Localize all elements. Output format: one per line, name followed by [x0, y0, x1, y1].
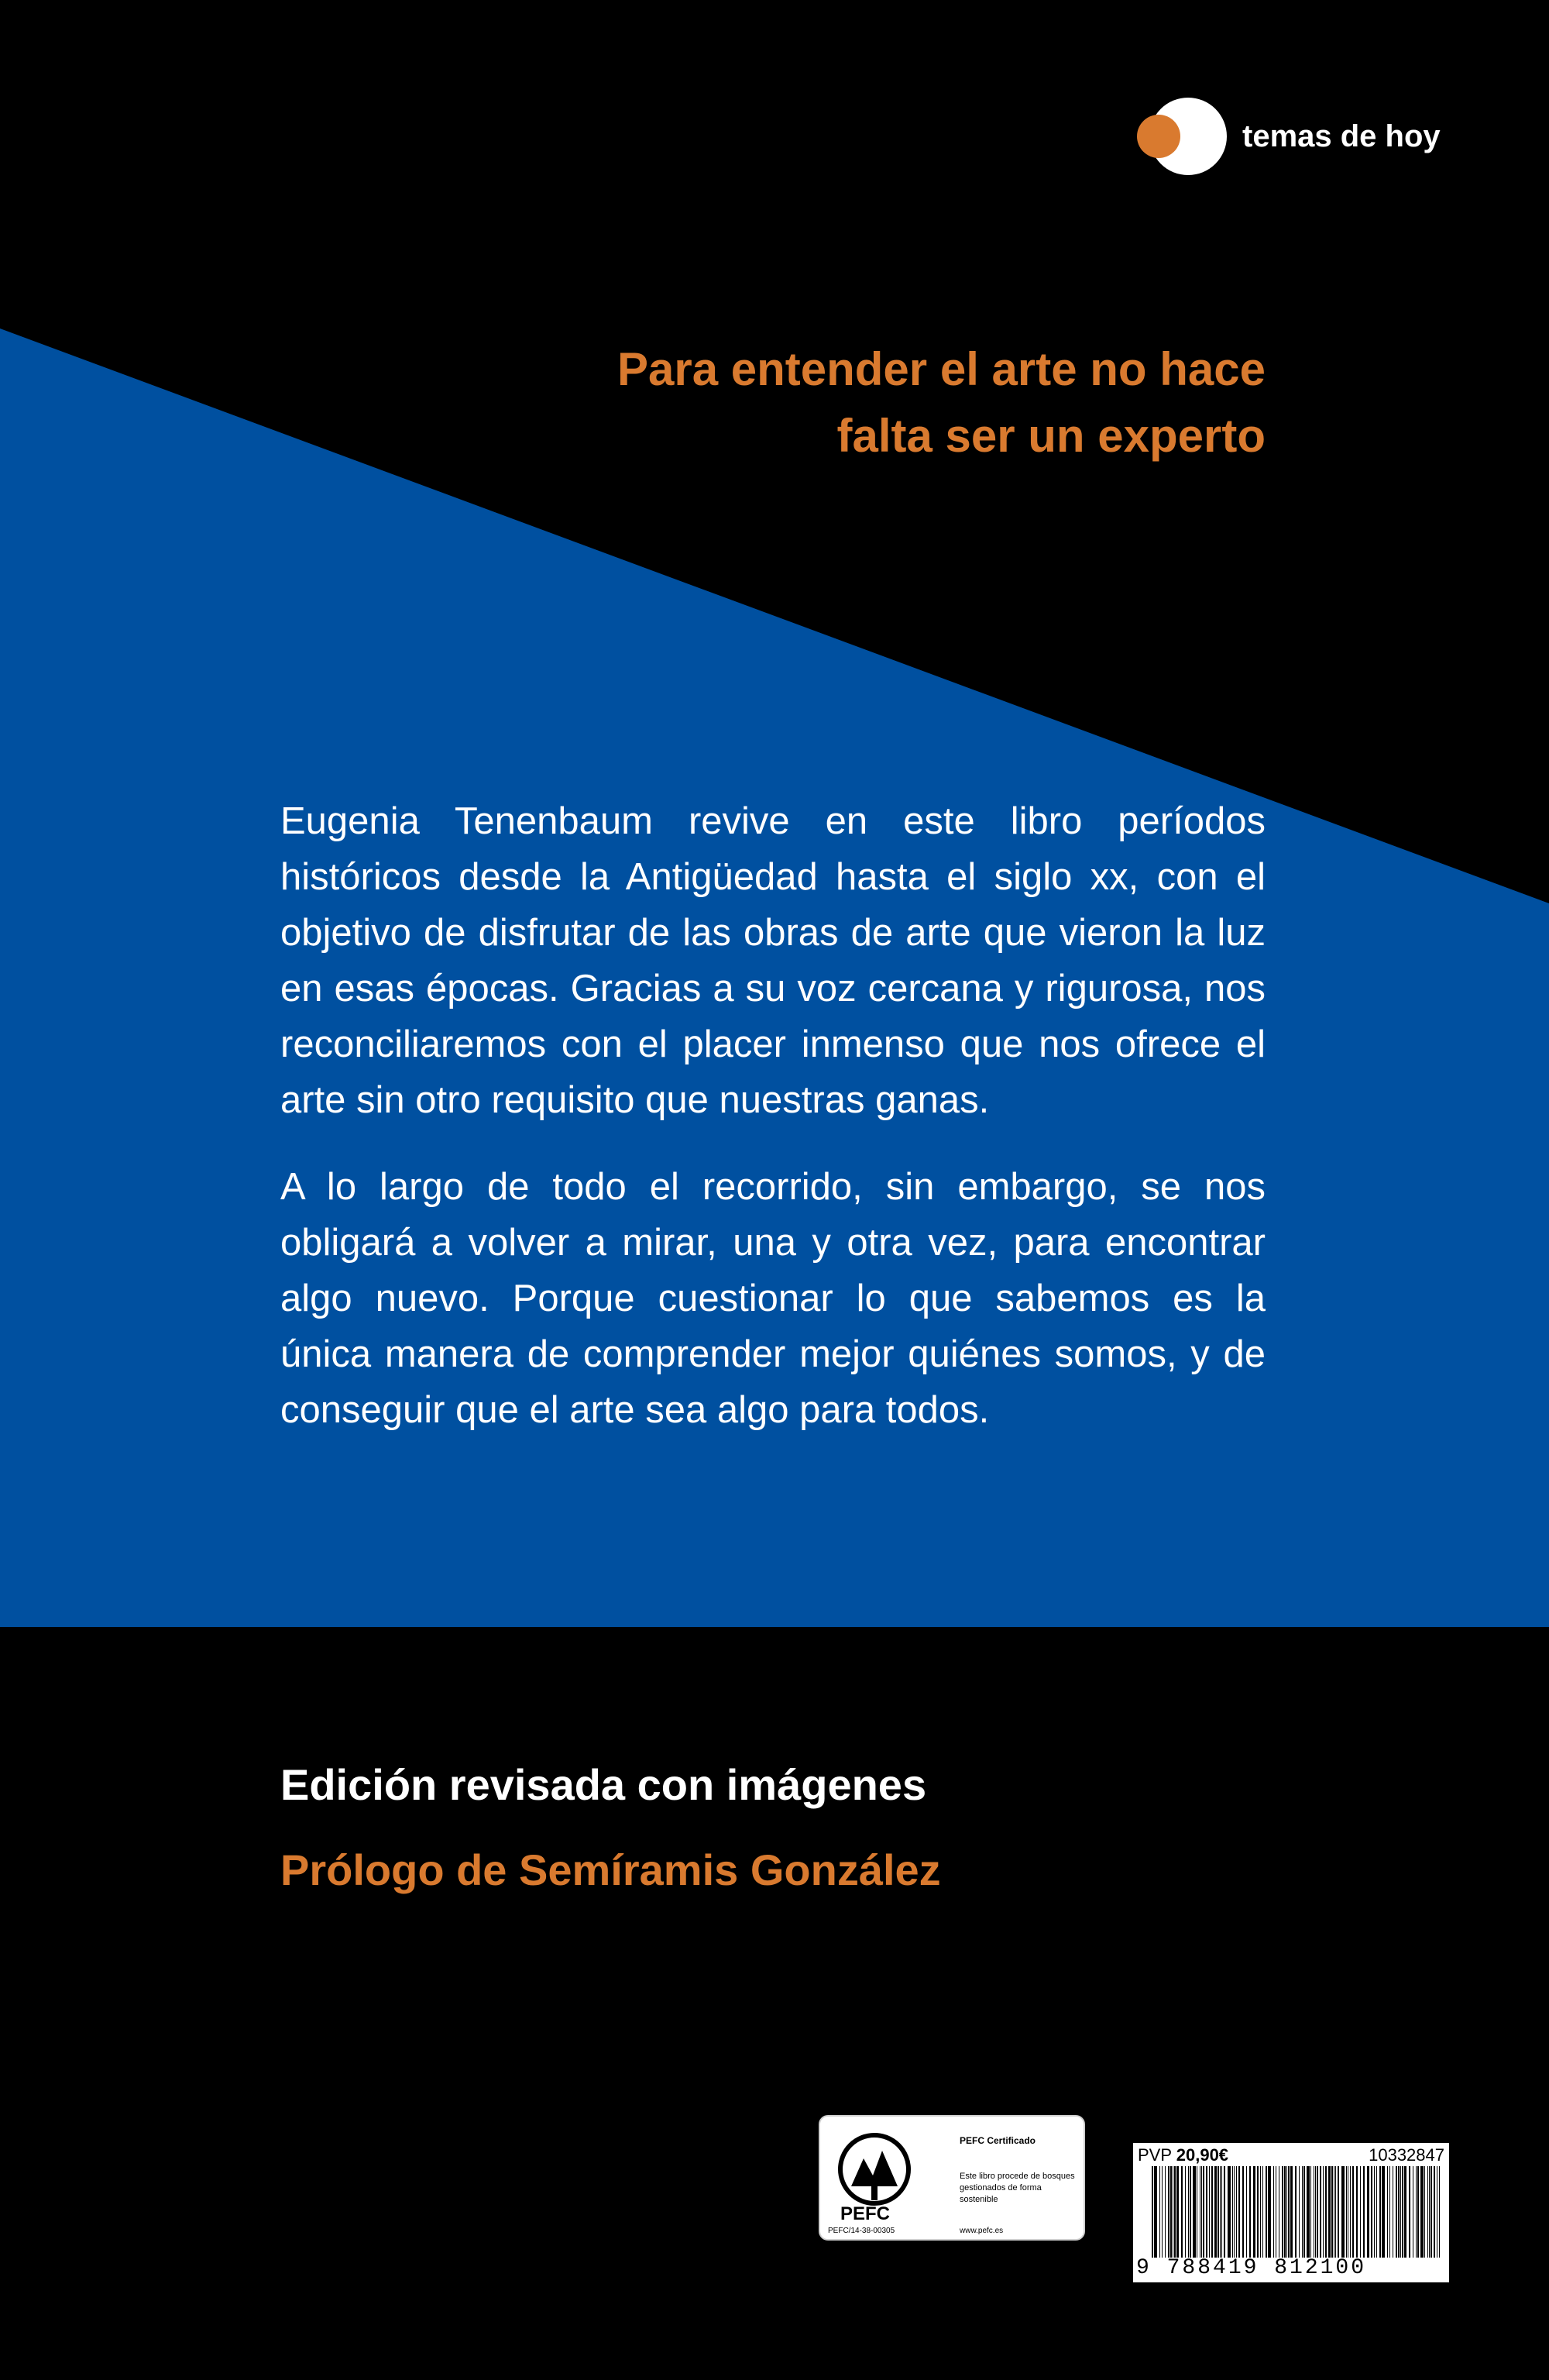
barcode-bar [1257, 2166, 1259, 2258]
barcode-bar [1317, 2166, 1318, 2258]
barcode-bar [1214, 2166, 1217, 2258]
barcode-bar [1273, 2166, 1274, 2258]
pefc-title: PEFC Certificado [960, 2135, 1036, 2146]
barcode-bar [1290, 2166, 1293, 2258]
barcode-bar [1238, 2166, 1240, 2258]
price-prefix: PVP [1138, 2145, 1176, 2165]
barcode-bar [1424, 2166, 1425, 2258]
barcode-bar [1371, 2166, 1372, 2258]
two-circles-logo-icon [1135, 96, 1228, 177]
barcode-bar [1170, 2166, 1172, 2258]
barcode-bar [1404, 2166, 1406, 2258]
barcode-bar [1367, 2166, 1369, 2258]
barcode-bar [1335, 2166, 1336, 2258]
barcode-bar [1420, 2166, 1424, 2258]
barcode-bar [1260, 2166, 1261, 2258]
barcode-bar [1376, 2166, 1377, 2258]
barcode-bar [1315, 2166, 1316, 2258]
barcode-bar [1221, 2166, 1222, 2258]
barcode-bar [1152, 2166, 1153, 2258]
barcode-bar [1323, 2166, 1324, 2258]
barcode-bar [1224, 2166, 1225, 2258]
barcode-bar [1434, 2166, 1435, 2258]
barcode-bar [1338, 2166, 1339, 2258]
barcode-bar [1181, 2166, 1183, 2258]
barcode-bar [1246, 2166, 1247, 2258]
barcode-bar [1396, 2166, 1397, 2258]
prologue-credit: Prólogo de Semíramis González [280, 1845, 941, 1894]
barcode-bar [1201, 2166, 1202, 2258]
barcode-bar [1417, 2166, 1419, 2258]
barcode-bar [1374, 2166, 1375, 2258]
publisher-logo [1135, 96, 1461, 177]
barcode-bar [1193, 2166, 1196, 2258]
barcode-bar [1431, 2166, 1432, 2258]
barcode-bar [1220, 2166, 1221, 2258]
barcode-bar [1286, 2166, 1287, 2258]
barcode-bar [1176, 2166, 1179, 2258]
barcode-bar [1190, 2166, 1191, 2258]
isbn-barcode-label [1133, 2143, 1449, 2282]
isbn-number: 9 788419 812100 [1136, 2256, 1367, 2280]
barcode-bar [1427, 2166, 1428, 2258]
barcode-bar [1232, 2166, 1233, 2258]
barcode-bar [1379, 2166, 1381, 2258]
barcode-bar [1325, 2166, 1327, 2258]
barcode-bar [1307, 2166, 1310, 2258]
edition-subtitle: Edición revisada con imágenes [280, 1760, 927, 1809]
barcode-bar [1389, 2166, 1390, 2258]
barcode-bar [1242, 2166, 1244, 2258]
pefc-certification-badge [819, 2115, 1085, 2241]
barcode-bar [1188, 2166, 1189, 2258]
barcode-bar [1402, 2166, 1403, 2258]
barcode-bar [1328, 2166, 1331, 2258]
barcode-bar [1303, 2166, 1305, 2258]
barcode-bar [1253, 2166, 1255, 2258]
barcode-bar [1236, 2166, 1237, 2258]
barcode-bar [1249, 2166, 1251, 2258]
reference-code: 10332847 [1369, 2145, 1444, 2165]
barcode-bar [1206, 2166, 1207, 2258]
barcode-bar [1320, 2166, 1321, 2258]
barcode-bar [1234, 2166, 1235, 2258]
barcode-bar [1341, 2166, 1345, 2258]
barcode-bar [1154, 2166, 1157, 2258]
barcode-bar [1228, 2166, 1231, 2258]
barcode-bar [1400, 2166, 1401, 2258]
pefc-code: PEFC/14-38-00305 [828, 2227, 895, 2235]
description-paragraph-2: A lo largo de todo el recorrido, sin embargo, se nos obligará a volver a mirar, una y otra vez, para encontrar algo nuevo. Porque cuestionar lo que sabemos es la única manera de comprender mejor quiénes somos, y de conseguir que el arte sea algo para todos. [280, 1166, 1266, 1431]
barcode-bar [1363, 2166, 1365, 2258]
barcode-bars [1152, 2166, 1440, 2258]
tagline-line-2: falta ser un experto [836, 410, 1266, 462]
barcode-bar [1174, 2166, 1176, 2258]
barcode-bar [1211, 2166, 1213, 2258]
barcode-bar [1299, 2166, 1300, 2258]
barcode-bar [1262, 2166, 1263, 2258]
barcode-bar [1288, 2166, 1290, 2258]
barcode-bar [1331, 2166, 1333, 2258]
barcode-bar [1382, 2166, 1385, 2258]
barcode-bar [1416, 2166, 1417, 2258]
price-label [1138, 2144, 1228, 2166]
barcode-bar [1346, 2166, 1347, 2258]
pefc-website: www.pefc.es [960, 2227, 1004, 2235]
barcode-bar [1162, 2166, 1163, 2258]
barcode-bar [1266, 2166, 1267, 2258]
pefc-description: Este libro procede de bosques gestionados de forma sostenible [960, 2172, 1075, 2204]
barcode-bar [1302, 2166, 1303, 2258]
barcode-bar [1203, 2166, 1204, 2258]
barcode-bar [1409, 2166, 1410, 2258]
barcode-bar [1356, 2166, 1358, 2258]
price-row [1138, 2144, 1444, 2166]
barcode-bar [1218, 2166, 1219, 2258]
pefc-name: PEFC [840, 2203, 891, 2224]
price-value: 20,90€ [1176, 2145, 1229, 2165]
barcode-bar [1165, 2166, 1166, 2258]
pefc-tree-logo-icon [837, 2132, 912, 2206]
barcode-bar [1268, 2166, 1271, 2258]
book-description [280, 793, 1266, 1438]
barcode-bar [1185, 2166, 1186, 2258]
barcode-bar [1168, 2166, 1169, 2258]
barcode-bar [1295, 2166, 1297, 2258]
tagline-line-1: Para entender el arte no hace [617, 343, 1266, 395]
publisher-name: temas de hoy [1242, 119, 1441, 153]
barcode-bar [1350, 2166, 1351, 2258]
barcode-bar [1159, 2166, 1160, 2258]
barcode-bar [1352, 2166, 1354, 2258]
barcode-bar [1284, 2166, 1286, 2258]
description-paragraph-1: Eugenia Tenenbaum revive en este libro períodos históricos desde la Antigüedad hasta el siglo xx, con el objetivo de disfrutar de las obras de arte que vieron la luz en esas épocas. Gracias a su voz cercana y rigurosa, nos reconciliaremos con el placer inmenso que nos ofrece el arte sin otro requisito que nuestras ganas. [280, 800, 1266, 1121]
barcode-bar [1439, 2166, 1440, 2258]
barcode-bar [1282, 2166, 1283, 2258]
barcode-bar [1209, 2166, 1210, 2258]
barcode-bar [1310, 2166, 1311, 2258]
barcode-bar [1429, 2166, 1430, 2258]
barcode-bar [1360, 2166, 1361, 2258]
barcode-bar [1387, 2166, 1388, 2258]
barcode-bar [1398, 2166, 1400, 2258]
tagline [568, 336, 1266, 469]
